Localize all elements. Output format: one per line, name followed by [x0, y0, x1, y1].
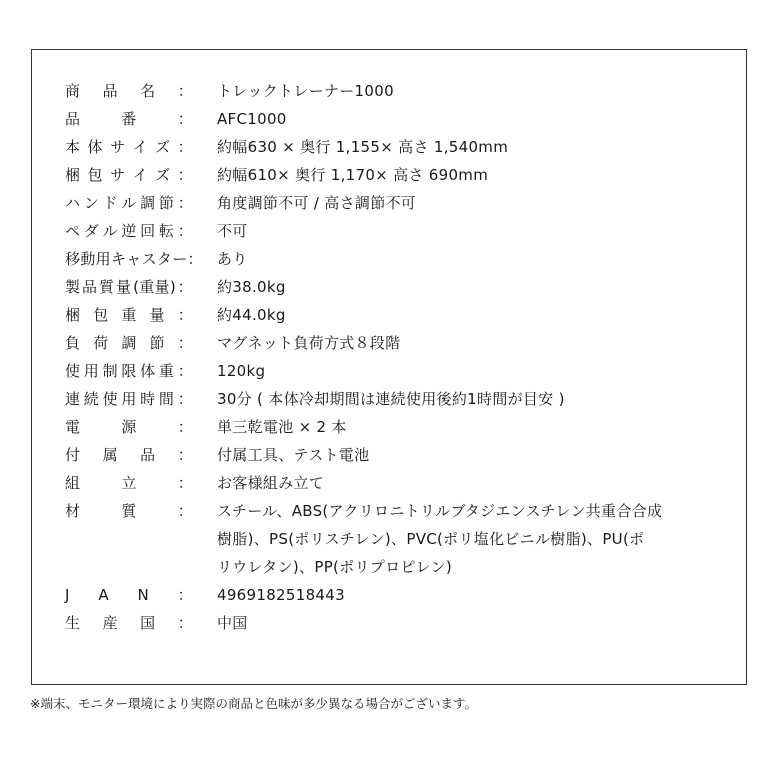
spec-label: ハ ン ド ル 調 節 ： [65, 194, 193, 212]
spec-value: 約38.0kg [217, 278, 286, 296]
spec-label: 移 動 用 キ ャ ス タ ー ： [65, 250, 203, 268]
spec-label: 材 質 ： [65, 502, 193, 520]
spec-value: トレックトレーナー1000 [217, 82, 394, 100]
spec-label: ペ ダ ル 逆 回 転 ： [65, 222, 193, 240]
spec-value: 4969182518443 [217, 586, 345, 604]
spec-label: 製 品 質 量 (重量) ： [65, 278, 193, 296]
spec-label: 連 続 使 用 時 間 ： [65, 390, 193, 408]
spec-row [65, 357, 697, 385]
spec-label: J A N ： [65, 586, 193, 604]
spec-label: 組 立 ： [65, 474, 193, 492]
spec-row [65, 161, 697, 189]
spec-row [65, 385, 697, 413]
spec-row [65, 581, 697, 609]
spec-row [65, 133, 697, 161]
spec-row [65, 413, 697, 441]
spec-label: 使 用 制 限 体 重 ： [65, 362, 193, 380]
spec-label: 商 品 名 ： [65, 82, 193, 100]
spec-value: 付属工具、テスト電池 [217, 446, 370, 464]
spec-value: スチール、ABS(アクリロニトリルブタジエンスチレン共重合合成 樹脂)、PS(ポリスチレン)、PVC(ポリ塩化ビニル樹脂)、PU(ポ リウレタン)、PP(ポリプロピレン) [217, 502, 663, 576]
spec-label: 梱 包 重 量 ： [65, 306, 193, 324]
spec-label: 生 産 国 ： [65, 614, 193, 632]
spec-label: 本 体 サ イ ズ ： [65, 138, 193, 156]
spec-label: 電 源 ： [65, 418, 193, 436]
spec-value: 不可 [217, 222, 248, 240]
spec-value: 中国 [217, 614, 248, 632]
spec-label: 付 属 品 ： [65, 446, 193, 464]
spec-row [65, 497, 697, 581]
spec-value: 30分 ( 本体冷却期間は連続使用後約1時間が目安 ) [217, 390, 565, 408]
spec-label: 品 番 ： [65, 110, 193, 128]
spec-row [65, 105, 697, 133]
spec-value: あり [217, 250, 248, 268]
spec-row [65, 301, 697, 329]
spec-row [65, 189, 697, 217]
spec-row [65, 273, 697, 301]
spec-value: お客様組み立て [217, 474, 325, 492]
spec-value: 単三乾電池 × 2 本 [217, 418, 347, 436]
spec-row [65, 441, 697, 469]
spec-value: 120kg [217, 362, 266, 380]
spec-label: 梱 包 サ イ ズ ： [65, 166, 193, 184]
spec-row [65, 609, 697, 637]
spec-label: 負 荷 調 節 ： [65, 334, 193, 352]
spec-value: 約幅610× 奥行 1,170× 高さ 690mm [217, 166, 489, 184]
spec-value: 角度調節不可 / 高さ調節不可 [217, 194, 417, 212]
spec-row [65, 77, 697, 105]
spec-value: 約幅630 × 奥行 1,155× 高さ 1,540mm [217, 138, 509, 156]
spec-row [65, 329, 697, 357]
spec-value: AFC1000 [217, 110, 287, 128]
spec-value: 約44.0kg [217, 306, 286, 324]
spec-row [65, 217, 697, 245]
spec-table [31, 49, 747, 685]
disclaimer-footnote: ※端末、モニター環境により実際の商品と色味が多少異なる場合がございます。 [30, 696, 477, 711]
spec-value: マグネット負荷方式８段階 [217, 334, 401, 352]
spec-row [65, 469, 697, 497]
spec-row [65, 245, 697, 273]
